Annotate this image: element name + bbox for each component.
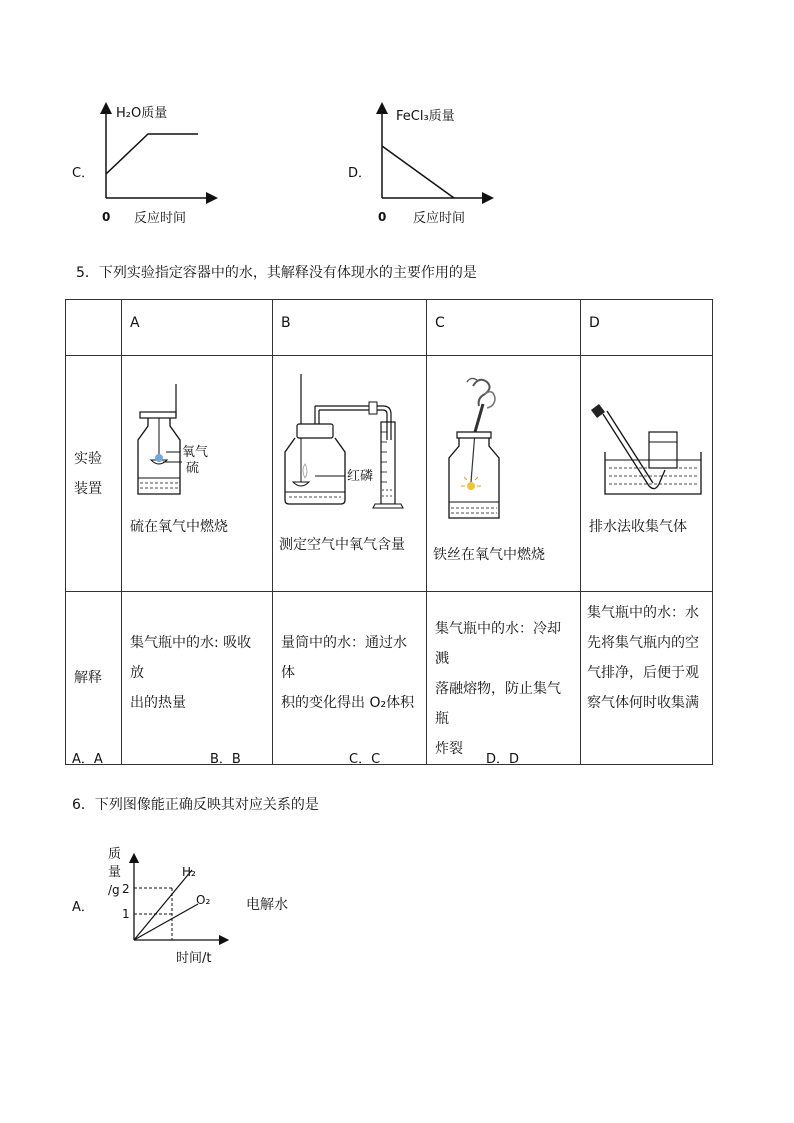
q5-choice-b[interactable]: B．B xyxy=(210,752,241,767)
explanation-c-line: 落融熔物，防止集气瓶 xyxy=(435,681,561,727)
q6-series-o2: O₂ xyxy=(196,893,211,907)
row-label-apparatus-1: 实验 xyxy=(74,450,102,467)
header-c: C xyxy=(435,315,445,331)
explanation-d-line: 先将集气瓶内的空 xyxy=(587,635,699,651)
graph-d-xlabel: 反应时间 xyxy=(413,211,466,226)
q6-series-h2: H₂ xyxy=(182,865,196,879)
q6-ylabel-3: /g xyxy=(108,883,120,897)
graph-c-curve xyxy=(106,134,198,174)
graph-d-origin: 0 xyxy=(378,210,387,224)
header-b: B xyxy=(281,315,291,331)
q6-stem: 6．下列图像能正确反映其对应关系的是 xyxy=(72,797,319,813)
q5-stem: 5．下列实验指定容器中的水，其解释没有体现水的主要作用的是 xyxy=(76,265,477,281)
explanation-d-line: 气排净，后便于观 xyxy=(587,665,699,681)
table-corner xyxy=(66,300,122,356)
q5-choice-c[interactable]: C．C xyxy=(349,752,381,767)
explanation-c-line: 炸裂 xyxy=(435,741,463,757)
q6-option-a-caption: 电解水 xyxy=(246,897,288,913)
graph-c-xlabel: 反应时间 xyxy=(134,211,187,226)
diagram-b-label-phosphorus: 红磷 xyxy=(347,469,374,484)
explanation-b-line: 积的变化得出 O₂体积 xyxy=(281,695,415,711)
explanation-b-line: 量筒中的水：通过水体 xyxy=(281,635,407,681)
row-label-explanation: 解释 xyxy=(74,670,102,686)
diagram-c-caption: 铁丝在氧气中燃烧 xyxy=(433,547,545,563)
diagram-c-iron-wire-jar xyxy=(437,372,547,522)
diagram-a-label-oxygen: 氧气 xyxy=(182,445,209,460)
explanation-a-line: 出的热量 xyxy=(130,695,186,711)
q6-ylabel-2: 量 xyxy=(108,865,122,880)
q5-choice-d[interactable]: D．D xyxy=(486,752,520,767)
option-d-label: D． xyxy=(348,166,372,181)
row-label-apparatus-2: 装置 xyxy=(74,480,102,497)
q6-option-a-graph xyxy=(100,842,240,970)
diagram-b-caption: 测定空气中氧气含量 xyxy=(279,537,405,553)
graph-c xyxy=(90,100,220,230)
option-c-label: C． xyxy=(72,166,95,181)
q5-choice-a[interactable]: A．A xyxy=(72,752,103,767)
diagram-a-sulfur-jar xyxy=(130,382,260,502)
explanation-c-line: 集气瓶中的水：冷却溅 xyxy=(435,621,561,667)
explanation-d-line: 集气瓶中的水：水 xyxy=(587,605,699,621)
header-d: D xyxy=(589,315,600,331)
q6-h2-line xyxy=(134,870,192,940)
diagram-b-phosphorus-apparatus xyxy=(279,372,419,512)
graph-d xyxy=(366,100,496,230)
diagram-a-label-sulfur: 硫 xyxy=(186,461,200,476)
diagram-d-water-displacement xyxy=(585,392,709,502)
graph-d-curve xyxy=(382,146,454,198)
q5-experiment-table xyxy=(65,299,713,765)
q6-ylabel-1: 质 xyxy=(108,847,122,862)
graph-d-ylabel: FeCl₃质量 xyxy=(396,109,455,124)
q6-option-a-label: A． xyxy=(72,900,94,915)
diagram-a-caption: 硫在氧气中燃烧 xyxy=(130,519,228,535)
q6-tick-1: 1 xyxy=(122,907,130,921)
explanation-d-line: 察气体何时收集满 xyxy=(587,695,699,711)
graph-c-ylabel: H₂O质量 xyxy=(116,106,168,121)
q6-xlabel: 时间/t xyxy=(176,951,212,966)
graph-c-origin: 0 xyxy=(102,210,111,224)
q6-o2-line xyxy=(134,904,198,940)
diagram-d-caption: 排水法收集气体 xyxy=(589,519,687,535)
header-a: A xyxy=(130,315,140,331)
explanation-a-line: 集气瓶中的水: 吸收放 xyxy=(130,635,252,681)
q6-tick-2: 2 xyxy=(122,882,130,896)
